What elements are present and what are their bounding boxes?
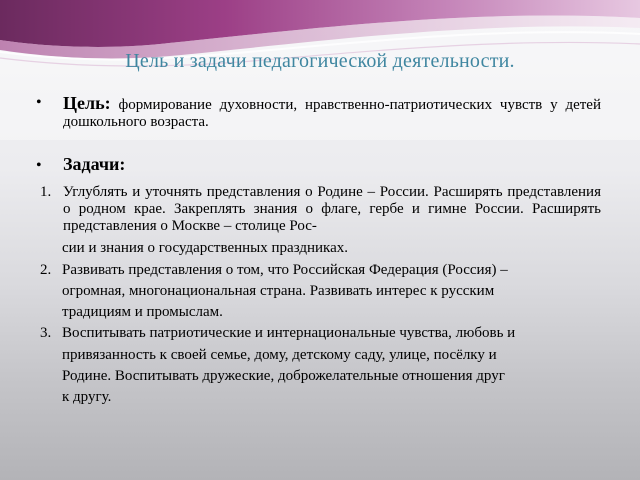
tasks-label: Задачи:	[63, 154, 126, 174]
task-item-1-continuation: сии и знания о государственных праздниках.	[62, 240, 349, 256]
tasks-heading	[63, 156, 125, 175]
goal-paragraph	[63, 95, 601, 131]
bullet-dot: •	[36, 94, 42, 111]
task-item-3-line: к другу.	[62, 389, 112, 405]
bullet-dot: •	[36, 157, 42, 174]
task-item-2-line: Развивать представления о том, что Российская Федерация (Россия) –	[62, 262, 508, 278]
item-number: 3.	[40, 325, 52, 341]
task-item-3-line: привязанность к своей семье, дому, детскому саду, улице, посёлку и	[62, 347, 497, 363]
task-item-3-line: Родине. Воспитывать дружеские, доброжелательные отношения друг	[62, 368, 505, 384]
goal-label: Цель:	[63, 93, 111, 113]
goal-text: формирование духовности, нравственно-патриотических чувств у детей дошкольного возраста.	[63, 97, 601, 130]
task-item-2-line: традициям и промыслам.	[62, 304, 223, 320]
task-item-2-line: огромная, многонациональная страна. Развивать интерес к русским	[62, 283, 495, 299]
item-number: 1.	[40, 184, 52, 200]
task-item-3-line: Воспитывать патриотические и интернациональные чувства, любовь и	[62, 325, 516, 341]
item-number: 2.	[40, 262, 52, 278]
slide-title: Цель и задачи педагогической деятельности.	[125, 50, 515, 72]
task-item-1-text: Углублять и уточнять представления о Родине – России. Расширять представления о родном крае. Закреплять знания о флаге, гербе и гимне России. Расширять представления о Москве – столице Рос-	[63, 184, 601, 234]
